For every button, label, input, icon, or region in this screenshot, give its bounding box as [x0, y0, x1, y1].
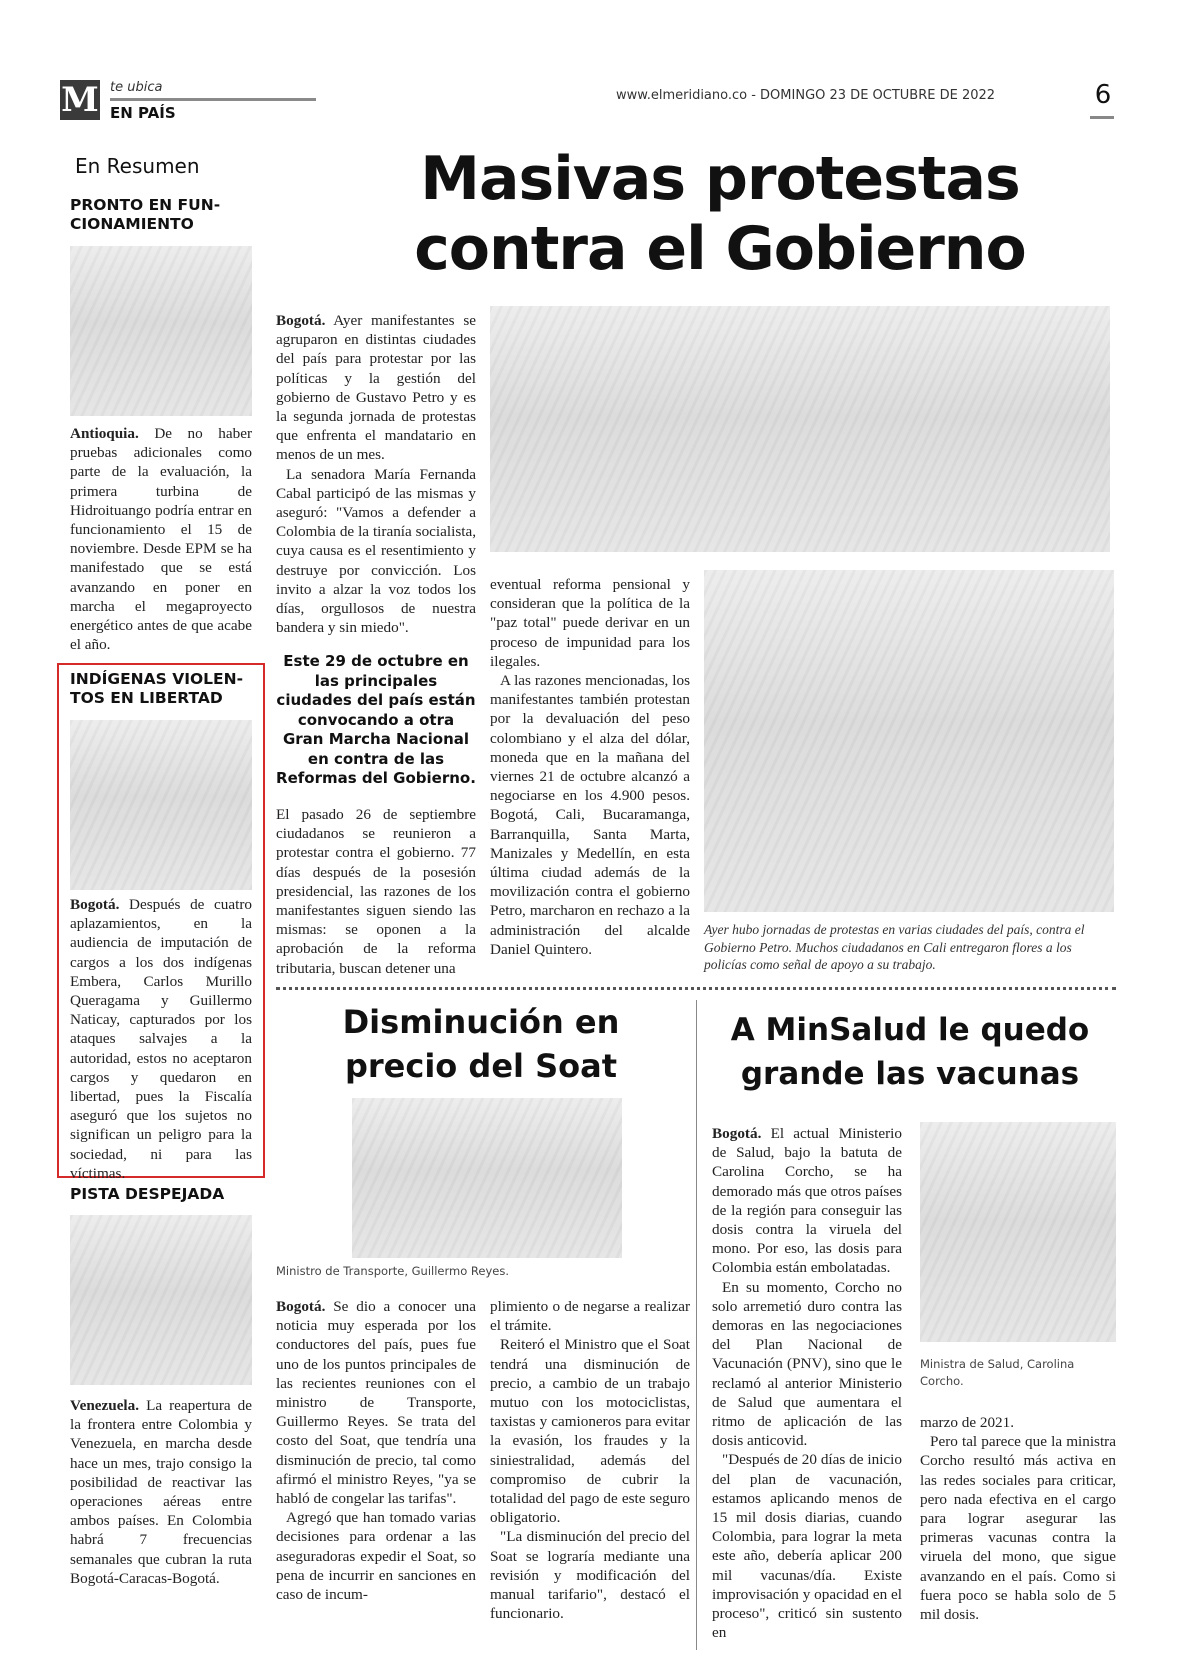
main-pull-quote: Este 29 de octubre en las principales ciudades del país están convocando a otra Gran Marcha Nacional en contra de las Reformas del Gobierno.	[276, 652, 476, 787]
sidebar-story2-text: Después de cuatro aplazamientos, en la audiencia de imputación de cargos a los dos indígenas Embera, Carlos Murillo Queragama y Guillermo Naticay, capturados por los ataques salvajes a la autoridad, estos no aceptaron cargos y quedaron en libertad, pues la Fiscalía aseguró que los sujetos no significan un peligro para la sociedad, ni para las víctimas.	[70, 896, 252, 1182]
sidebar-story3-dateline: Venezuela.	[70, 1397, 140, 1414]
soat-col2	[490, 1297, 690, 1623]
minsalud-col2-p2: Pero tal parece que la ministra Corcho resultó más activa en las redes sociales para criticar, pero nada efectiva en el cargo para lograr asegurar las primeras vacunas contra la viruela del mono, que sigue avanzando en el país. Como si fuera poco se habla solo de 5 mil dosis.	[920, 1433, 1116, 1624]
sidebar-story2-headline: INDÍGENAS VIOLEN-TOS EN LIBERTAD	[70, 670, 244, 707]
soat-headline	[276, 1000, 686, 1088]
soat-headline-line1: Disminución en	[342, 1003, 620, 1041]
main-headline-line1: Masivas protestas	[420, 144, 1020, 214]
soat-col1-p2: Agregó que han tomado varias decisiones para ordenar a las aseguradoras expedir el Soat, so pena de incurrir en sanciones en caso de incum-	[276, 1509, 476, 1604]
soat-col1	[276, 1297, 476, 1604]
minsalud-headline-line2: grande las vacunas	[740, 1056, 1080, 1092]
main-col2-p2: A las razones mencionadas, los manifestantes también protestan por la devaluación del peso colombiano y el alza del dólar, moneda que en la mañana del viernes 21 de octubre alcanzó a negociarse en los 4.900 pesos. Bogotá, Cali, Bucaramanga, Barranquilla, Santa Marta, Manizales y Medellín, en esta última ciudad además de la movilización contra el gobierno Petro, marcharon en rechazo a la administración del alcalde Daniel Quintero.	[490, 672, 690, 958]
soat-dateline: Bogotá.	[276, 1298, 326, 1315]
main-col1-p1: Ayer manifestantes se agruparon en distintas ciudades del país para protestar por las políticas y la gestión del gobierno de Gustavo Petro y es la segunda jornada de protestas que enfrenta el mandatario en menos de un mes.	[276, 312, 476, 464]
minsalud-headline	[704, 1008, 1116, 1096]
main-headline	[340, 144, 1100, 284]
main-col2-p1: eventual reforma pensional y consideran que la política de la "paz total" puede derivar en un proceso de impunidad para los ilegales.	[490, 576, 690, 670]
main-col2	[490, 575, 690, 959]
sidebar-story1-headline: PRONTO EN FUN-CIONAMIENTO	[70, 196, 221, 233]
sidebar-story3-body	[70, 1396, 252, 1588]
main-photo-police	[704, 570, 1114, 912]
sidebar-story3-text: La reapertura de la frontera entre Colombia y Venezuela, en marcha desde hace un mes, trajo consigo la posibilidad de reactivar las operaciones aéreas entre ambos países. En Colombia habrá 7 frecuencias semanales que cubran la ruta Bogotá-Caracas-Bogotá.	[70, 1397, 252, 1587]
main-col1-top	[276, 311, 476, 637]
soat-photo	[352, 1098, 622, 1258]
main-headline-line2: contra el Gobierno	[414, 214, 1026, 284]
soat-headline-line2: precio del Soat	[344, 1047, 618, 1085]
header-rule	[110, 98, 316, 101]
section-label: EN PAÍS	[110, 104, 176, 122]
soat-col2-p3: "La disminución del precio del Soat se lograría mediante una revisión y modificación del manual tarifario", destacó el funcionario.	[490, 1528, 690, 1623]
soat-col2-p2: Reiteró el Ministro que el Soat tendrá una disminución de precio, a cambio de un trabajo mutuo con los motociclistas, taxistas y camioneros para evitar la evasión, los fraudes y la siniestralidad, además del compromiso de cubrir la totalidad del pago de este seguro obligatorio.	[490, 1336, 690, 1527]
main-col1-p3: El pasado 26 de septiembre ciudadanos se reunieron a protestar contra el gobierno. 77 días después de la posesión presidencial, las razones de los manifestantes siguen siendo las mismas: se oponen a la aprobación de la reforma tributaria, buscan detener una	[276, 806, 476, 977]
minsalud-col1-p1: El actual Ministerio de Salud, bajo la batuta de Carolina Corcho, se ha demorado más que otros países de la región para conseguir las dosis contra la viruela del mono. Por eso, las dosis para Colombia están embolatadas.	[712, 1125, 902, 1277]
main-photo-crowd	[490, 306, 1110, 552]
page-number-underline	[1090, 116, 1114, 119]
minsalud-headline-line1: A MinSalud le quedo	[730, 1012, 1090, 1048]
sidebar-story2-photo	[70, 720, 252, 890]
sidebar-story2-dateline: Bogotá.	[70, 896, 120, 913]
soat-col1-p1: Se dio a conocer una noticia muy esperada por los conductores del país, pues fue uno de los puntos principales de las recientes reuniones con el ministro de Transporte, Guillermo Reyes. Se trata del costo del Soat, que tendría una disminución de precio, tal como afirmó el ministro Reyes, "ya se habló de congelar las tarifas".	[276, 1298, 476, 1508]
minsalud-col1-p2: En su momento, Corcho no solo arremetió duro contra las demoras en las negociaciones del Plan Nacional de Vacunación (PNV), sino que le reclamó al anterior Ministerio de Salud que aumentara el ritmo de aplicación de las dosis anticovid.	[712, 1278, 902, 1450]
minsalud-dateline: Bogotá.	[712, 1125, 762, 1142]
minsalud-photo	[920, 1122, 1116, 1342]
minsalud-col2	[920, 1413, 1116, 1624]
main-col1-p2: La senadora María Fernanda Cabal participó de las mismas y aseguró: "Vamos a defender a Colombia de la tiranía socialista, cuya causa es el resentimiento y destruye por convicción. Los invito a alzar la voz todos los días, orgullosos de nuestra bandera y sin miedo".	[276, 465, 476, 637]
logo-letter: M	[61, 80, 99, 120]
section-divider	[276, 987, 1116, 990]
site-date: www.elmeridiano.co - DOMINGO 23 DE OCTUBRE DE 2022	[616, 88, 996, 103]
minsalud-col1	[712, 1124, 902, 1642]
sidebar-story1-body	[70, 424, 252, 654]
minsalud-col2-p1: marzo de 2021.	[920, 1414, 1015, 1431]
minsalud-col1-p3: "Después de 20 días de inicio del plan de vacunación, estamos aplicando menos de 15 mil dosis diarias, cuando Colombia, para lograr la meta este año, debería aplicar 200 mil vacunas/día. Existe improvisación y opacidad en el proceso", criticó sin sustento en	[712, 1451, 902, 1642]
header-tagline: te ubica	[110, 80, 163, 95]
page-number: 6	[1094, 80, 1112, 110]
sidebar-story1-text: De no haber pruebas adicionales como parte de la evaluación, la primera turbina de Hidroituango podría entrar en funcionamiento el 15 de noviembre. Desde EPM se ha manifestado que se está avanzando en poner en marcha el megaproyecto energético antes de que acabe el año.	[70, 425, 252, 654]
soat-photo-caption: Ministro de Transporte, Guillermo Reyes.	[276, 1264, 510, 1278]
sidebar-title: En Resumen	[75, 154, 200, 178]
main-col1-bottom	[276, 805, 476, 978]
sidebar-story1-photo	[70, 246, 252, 416]
sidebar-story1-dateline: Antioquia.	[70, 425, 139, 442]
logo-mark	[60, 80, 100, 120]
sidebar-story3-photo	[70, 1215, 252, 1385]
minsalud-photo-caption: Ministra de Salud, Carolina Corcho.	[920, 1357, 1075, 1388]
soat-col2-p1: plimiento o de negarse a realizar el trámite.	[490, 1298, 690, 1335]
main-photo-caption: Ayer hubo jornadas de protestas en varias ciudades del país, contra el Gobierno Petro. Muchos ciudadanos en Cali entregaron flores a los policías como señal de apoyo a su trabajo.	[704, 922, 1085, 972]
sidebar-story3-headline: PISTA DESPEJADA	[70, 1185, 225, 1203]
main-dateline: Bogotá.	[276, 312, 326, 329]
column-divider	[696, 1000, 697, 1650]
sidebar-story2-body	[70, 895, 252, 1183]
